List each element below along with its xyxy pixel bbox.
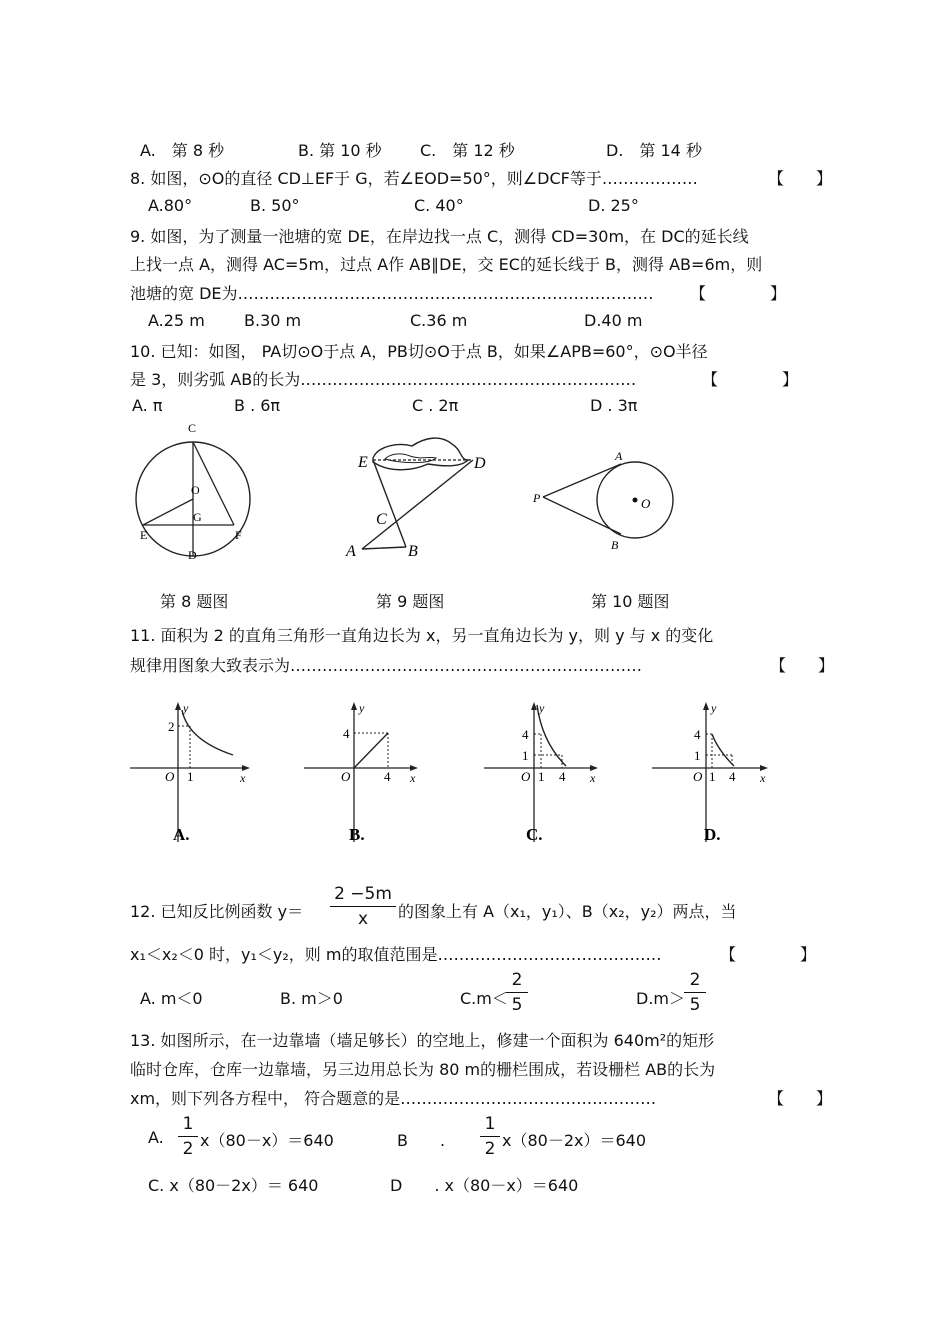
graph-a-tick-x: 1 — [187, 769, 194, 784]
q13-line-1: 13. 如图所示，在一边靠墙（墙足够长）的空地上，修建一个面积为 640m²的矩形 — [130, 1031, 715, 1050]
fig10-label-o: O — [641, 496, 651, 511]
graph-c-axis-x: x — [590, 771, 596, 785]
q10-option-d: D . 3π — [590, 396, 638, 415]
q9-line-3: 池塘的宽 DE为…………………………………………………………………… — [130, 284, 654, 303]
fig9-label-e: E — [358, 454, 368, 471]
q8-stem: 8. 如图，⊙O的直径 CD⊥EF于 G，若∠EOD=50°，则∠DCF等于……………… — [130, 169, 698, 188]
graph-b-tick-y: 4 — [343, 726, 350, 741]
fig10-label-p: P — [533, 491, 541, 505]
graph-d-tick-x4: 4 — [729, 769, 736, 784]
q9-option-c: C.36 m — [410, 311, 468, 330]
q12-d-denominator: 5 — [689, 995, 701, 1015]
graph-c-axis-y: y — [539, 701, 545, 715]
q9-option-d: D.40 m — [584, 311, 643, 330]
graph-a-label: A. — [173, 825, 190, 844]
figure-8-circle-diagram — [125, 415, 265, 565]
graph-b-origin: O — [341, 769, 351, 784]
q8-option-c: C. 40° — [414, 196, 464, 215]
q10-option-b: B . 6π — [234, 396, 281, 415]
q12-answer-bracket: 【 】 — [720, 945, 817, 964]
graph-d-tick-y4: 4 — [694, 727, 701, 742]
fig9-label-a: A — [346, 543, 356, 560]
q13-option-a-prefix: A. — [148, 1128, 164, 1147]
graph-d-tick-x1: 1 — [709, 769, 716, 784]
graph-c-tick-y1: 1 — [522, 748, 529, 763]
q8-answer-bracket: 【 】 — [768, 169, 833, 188]
graph-b-axis-x: x — [410, 771, 416, 785]
q10-answer-bracket: 【 】 — [702, 370, 799, 389]
graph-d-axis-x: x — [760, 771, 766, 785]
q12-suffix: 的图象上有 A（x₁，y₁）、B（x₂，y₂）两点，当 — [398, 902, 737, 921]
caption-figure-8: 第 8 题图 — [160, 592, 229, 611]
q8-option-d: D. 25° — [588, 196, 639, 215]
fig10-label-b: B — [611, 538, 619, 552]
graph-d-axis-y: y — [711, 701, 717, 715]
q7-option-b: B. 第 10 秒 — [298, 141, 382, 160]
q9-option-b: B.30 m — [244, 311, 302, 330]
q12-option-d-prefix: D.m＞ — [636, 989, 685, 1008]
graph-d-label: D. — [704, 825, 721, 844]
q12-option-c-prefix: C.m＜ — [460, 989, 508, 1008]
q11-line-2: 规律用图象大致表示为………………………………………………………… — [130, 656, 643, 675]
q11-graph-c — [482, 700, 607, 850]
fig9-label-b: B — [408, 543, 418, 560]
q13-b-numerator: 1 — [484, 1114, 496, 1134]
q9-line-1: 9. 如图，为了测量一池塘的宽 DE，在岸边找一点 C，测得 CD=30m，在 DC的延长线 — [130, 227, 749, 246]
caption-figure-9: 第 9 题图 — [376, 592, 445, 611]
graph-b-label: B. — [349, 825, 365, 844]
q12-option-c-fraction — [506, 969, 528, 1016]
q9-line-2: 上找一点 A，测得 AC=5m，过点 A作 AB∥DE，交 EC的延长线于 B，测得 AB=6m，则 — [130, 255, 763, 274]
q9-answer-bracket: 【 】 — [690, 284, 787, 303]
fig10-label-a: A — [615, 449, 623, 463]
graph-a-tick-y: 2 — [168, 719, 175, 734]
q13-option-c: C. x（80－2x）＝ 640 — [148, 1176, 319, 1195]
fig8-label-e: E — [140, 528, 148, 542]
q8-option-a: A.80° — [148, 196, 193, 215]
fig8-label-c: C — [188, 421, 197, 435]
graph-c-origin: O — [521, 769, 531, 784]
q12-prefix: 12. 已知反比例函数 y＝ — [130, 902, 304, 921]
graph-d-tick-y1: 1 — [694, 748, 701, 763]
fig9-label-c: C — [376, 511, 387, 528]
graph-b-axis-y: y — [359, 701, 365, 715]
q11-graph-a — [128, 700, 253, 850]
graph-a-axis-x: x — [240, 771, 246, 785]
q13-option-d: D . x（80－x）＝640 — [390, 1176, 579, 1195]
q12-c-denominator: 5 — [511, 995, 523, 1015]
fig9-label-d: D — [474, 455, 486, 472]
q10-line-2: 是 3，则劣弧 AB的长为……………………………………………………… — [130, 370, 637, 389]
q13-option-b-prefix: B . — [397, 1131, 446, 1150]
q8-option-b: B. 50° — [250, 196, 300, 215]
graph-c-label: C. — [526, 825, 543, 844]
q7-option-a: A. 第 8 秒 — [140, 141, 225, 160]
q12-option-b: B. m＞0 — [280, 989, 343, 1008]
graph-c-tick-x1: 1 — [538, 769, 545, 784]
q12-option-a: A. m＜0 — [140, 989, 203, 1008]
q12-d-numerator: 2 — [689, 970, 701, 990]
q12-option-d-fraction — [684, 969, 706, 1016]
graph-c-tick-y4: 4 — [522, 727, 529, 742]
q13-option-a-expression: x（80－x）＝640 — [200, 1131, 334, 1150]
q10-option-c: C . 2π — [412, 396, 459, 415]
graph-c-tick-x4: 4 — [559, 769, 566, 784]
q7-option-d: D. 第 14 秒 — [606, 141, 702, 160]
q13-line-2: 临时仓库，仓库一边靠墙，另三边用总长为 80 m的栅栏围成，若设栅栏 AB的长为 — [130, 1060, 716, 1079]
fig8-label-d: D — [188, 548, 197, 562]
q13-a-numerator: 1 — [182, 1114, 194, 1134]
q13-option-a-fraction — [178, 1113, 198, 1160]
q11-answer-bracket: 【 】 — [770, 656, 835, 675]
q12-line-2: x₁＜x₂＜0 时，y₁＜y₂，则 m的取值范围是…………………………………… — [130, 945, 662, 964]
fig8-label-o: O — [191, 483, 200, 497]
q13-a-denominator: 2 — [182, 1139, 194, 1159]
fig8-label-f: F — [235, 528, 242, 542]
q11-graph-d — [650, 700, 775, 850]
q12-function-fraction — [330, 883, 396, 930]
figure-9-pond-diagram — [340, 432, 500, 567]
graph-a-origin: O — [165, 769, 175, 784]
q13-line-3: xm，则下列各方程中， 符合题意的是………………………………………… — [130, 1089, 657, 1108]
caption-figure-10: 第 10 题图 — [591, 592, 670, 611]
q12-c-numerator: 2 — [511, 970, 523, 990]
q10-option-a: A. π — [132, 396, 163, 415]
q13-answer-bracket: 【 】 — [768, 1089, 833, 1108]
graph-a-axis-y: y — [183, 701, 189, 715]
q13-option-b-fraction — [480, 1113, 500, 1160]
figure-10-tangent-diagram — [525, 445, 685, 560]
q11-line-1: 11. 面积为 2 的直角三角形一直角边长为 x，另一直角边长为 y，则 y 与 x 的变化 — [130, 626, 714, 645]
fig8-label-g: G — [193, 510, 202, 524]
q7-option-c: C. 第 12 秒 — [420, 141, 515, 160]
graph-b-tick-x: 4 — [384, 769, 391, 784]
q11-graph-b — [302, 700, 427, 850]
q13-b-denominator: 2 — [484, 1139, 496, 1159]
q12-frac-numerator: 2 −5m — [334, 884, 392, 904]
q10-line-1: 10. 已知：如图， PA切⊙O于点 A，PB切⊙O于点 B，如果∠APB=60°，⊙O半径 — [130, 342, 708, 361]
q13-option-b-expression: x（80－2x）＝640 — [502, 1131, 647, 1150]
q9-option-a: A.25 m — [148, 311, 205, 330]
graph-d-origin: O — [693, 769, 703, 784]
q12-frac-denominator: x — [357, 909, 369, 929]
